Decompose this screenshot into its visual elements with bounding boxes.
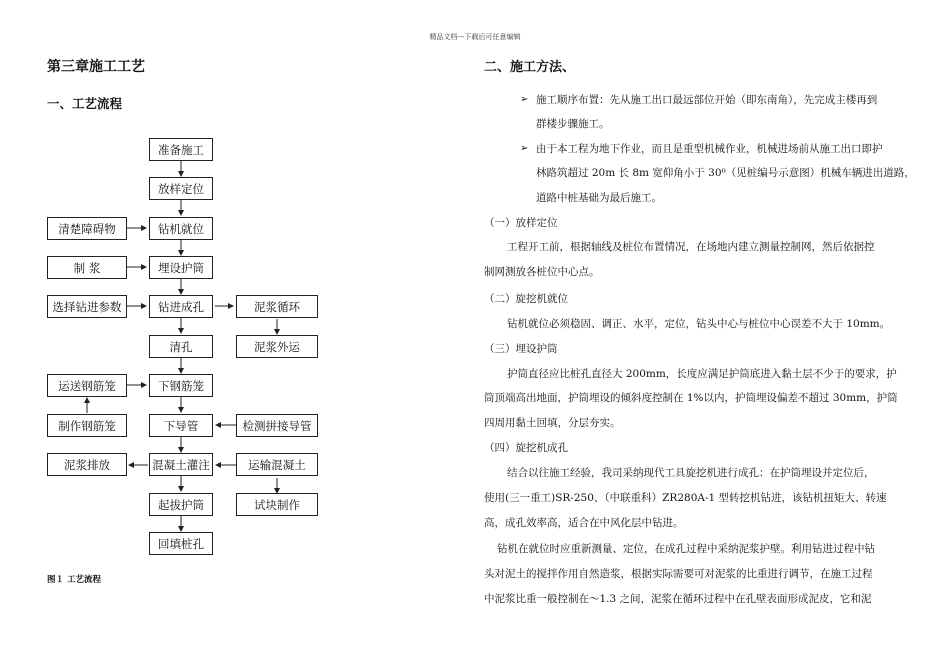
node-prepare: 准备施工 [149,138,213,161]
bullet-line: 林路筑超过 20m 长 8m 宽仰角小于 30⁰（见桩编号示意图）机械车辆进出道路， [536,167,915,179]
node-lower-conduit: 下导管 [149,414,213,437]
paragraph-line: 筒顶端高出地面，护筒埋设的倾斜度控制在 1%以内，护筒埋设偏差不超过 30mm，护筒 [484,392,898,404]
paragraph-line: 钻机在就位时应重新测量、定位，在成孔过程中采纳泥浆护壁。利用钻进过程中钻 [497,543,875,555]
node-lower-cage: 下钢筋笼 [149,374,213,397]
node-pour-concrete: 混凝土灌注 [149,453,213,476]
node-stakeout: 放样定位 [149,177,213,200]
section-title-construction-method: 二、施工方法、 [484,60,576,75]
node-casing: 埋设护筒 [149,256,213,279]
paragraph-line: 钻机就位必须稳固、调正、水平，定位，钻头中心与桩位中心误差不大于 10mm。 [507,318,891,330]
chapter-title: 第三章施工工艺 [47,59,145,75]
node-check-pipe: 检测拼接导管 [236,414,318,437]
subsection-heading: （二）旋挖机就位 [484,293,568,305]
node-slurry-out: 泥浆外运 [236,335,318,358]
node-rig-position: 钻机就位 [149,217,213,240]
paragraph-line: 使用(三一重工)SR-250、（中联重科）ZR280A-1 型转挖机钻进，该钻机扭矩大、转速 [484,492,887,504]
paragraph-line: 头对泥土的搅拌作用自然造浆，根据实际需要可对泥浆的比重进行调节，在施工过程 [484,568,873,580]
node-clear-obstacles: 清楚障碍物 [47,217,127,240]
node-transport-concrete: 运输混凝土 [236,453,318,476]
node-slurry-cycle: 泥浆循环 [236,295,318,318]
node-test-block: 试块制作 [236,493,318,516]
paragraph-line: 四周用黏土回填，分层夯实。 [484,417,621,429]
bullet-line: 道路中桩基础为最后施工。 [536,192,662,204]
paragraph-line: 工程开工前，根据轴线及桩位布置情况，在场地内建立测量控制网，然后依据控 [507,241,875,253]
bullet-line: 施工顺序布置：先从施工出口最远部位开始（即东南角），先完成主楼再到 [536,94,878,106]
paragraph-line: 护筒直径应比桩孔直径大 200mm，长度应满足护筒底进入黏土层不少于的要求，护 [507,368,897,380]
section-title-process-flow: 一、工艺流程 [47,96,123,111]
process-flowchart [0,0,460,600]
paragraph-line: 中泥浆比重一般控制在～1.3 之间，泥浆在循环过程中在孔壁表面形成泥皮，它和泥 [484,593,872,605]
node-clean-hole: 清孔 [149,335,213,358]
node-pull-casing: 起拔护筒 [149,493,213,516]
node-drill-params: 选择钻进参数 [47,295,127,318]
arrow-bullet-icon: ➢ [520,143,529,154]
bullet-line: 由于本工程为地下作业，而且是重型机械作业，机械进场前从施工出口即护 [536,143,883,155]
subsection-heading: （四）旋挖机成孔 [484,442,568,454]
bullet-line: 群楼步骤施工。 [536,118,610,130]
arrow-bullet-icon: ➢ [520,94,529,105]
subsection-heading: （一）放样定位 [484,217,558,229]
paragraph-line: 高，成孔效率高，适合在中风化层中钻进。 [484,517,684,529]
node-slurry-discharge: 泥浆排放 [47,453,127,476]
node-make-slurry: 制 浆 [47,256,127,279]
paragraph-line: 制网测放各桩位中心点。 [484,266,600,278]
figure-caption: 图１ 工艺流程 [47,575,101,585]
subsection-heading: （三）埋设护筒 [484,343,558,355]
paragraph-line: 结合以往施工经验，我司采纳现代工具旋挖机进行成孔：在护筒埋设并定位后， [507,467,875,479]
node-make-cage: 制作钢筋笼 [47,414,127,437]
node-backfill: 回填桩孔 [149,532,213,555]
node-drilling: 钻进成孔 [149,295,213,318]
page-header: 精品文档---下载后可任意编辑 [429,33,521,41]
node-transport-cage: 运送钢筋笼 [47,374,127,397]
